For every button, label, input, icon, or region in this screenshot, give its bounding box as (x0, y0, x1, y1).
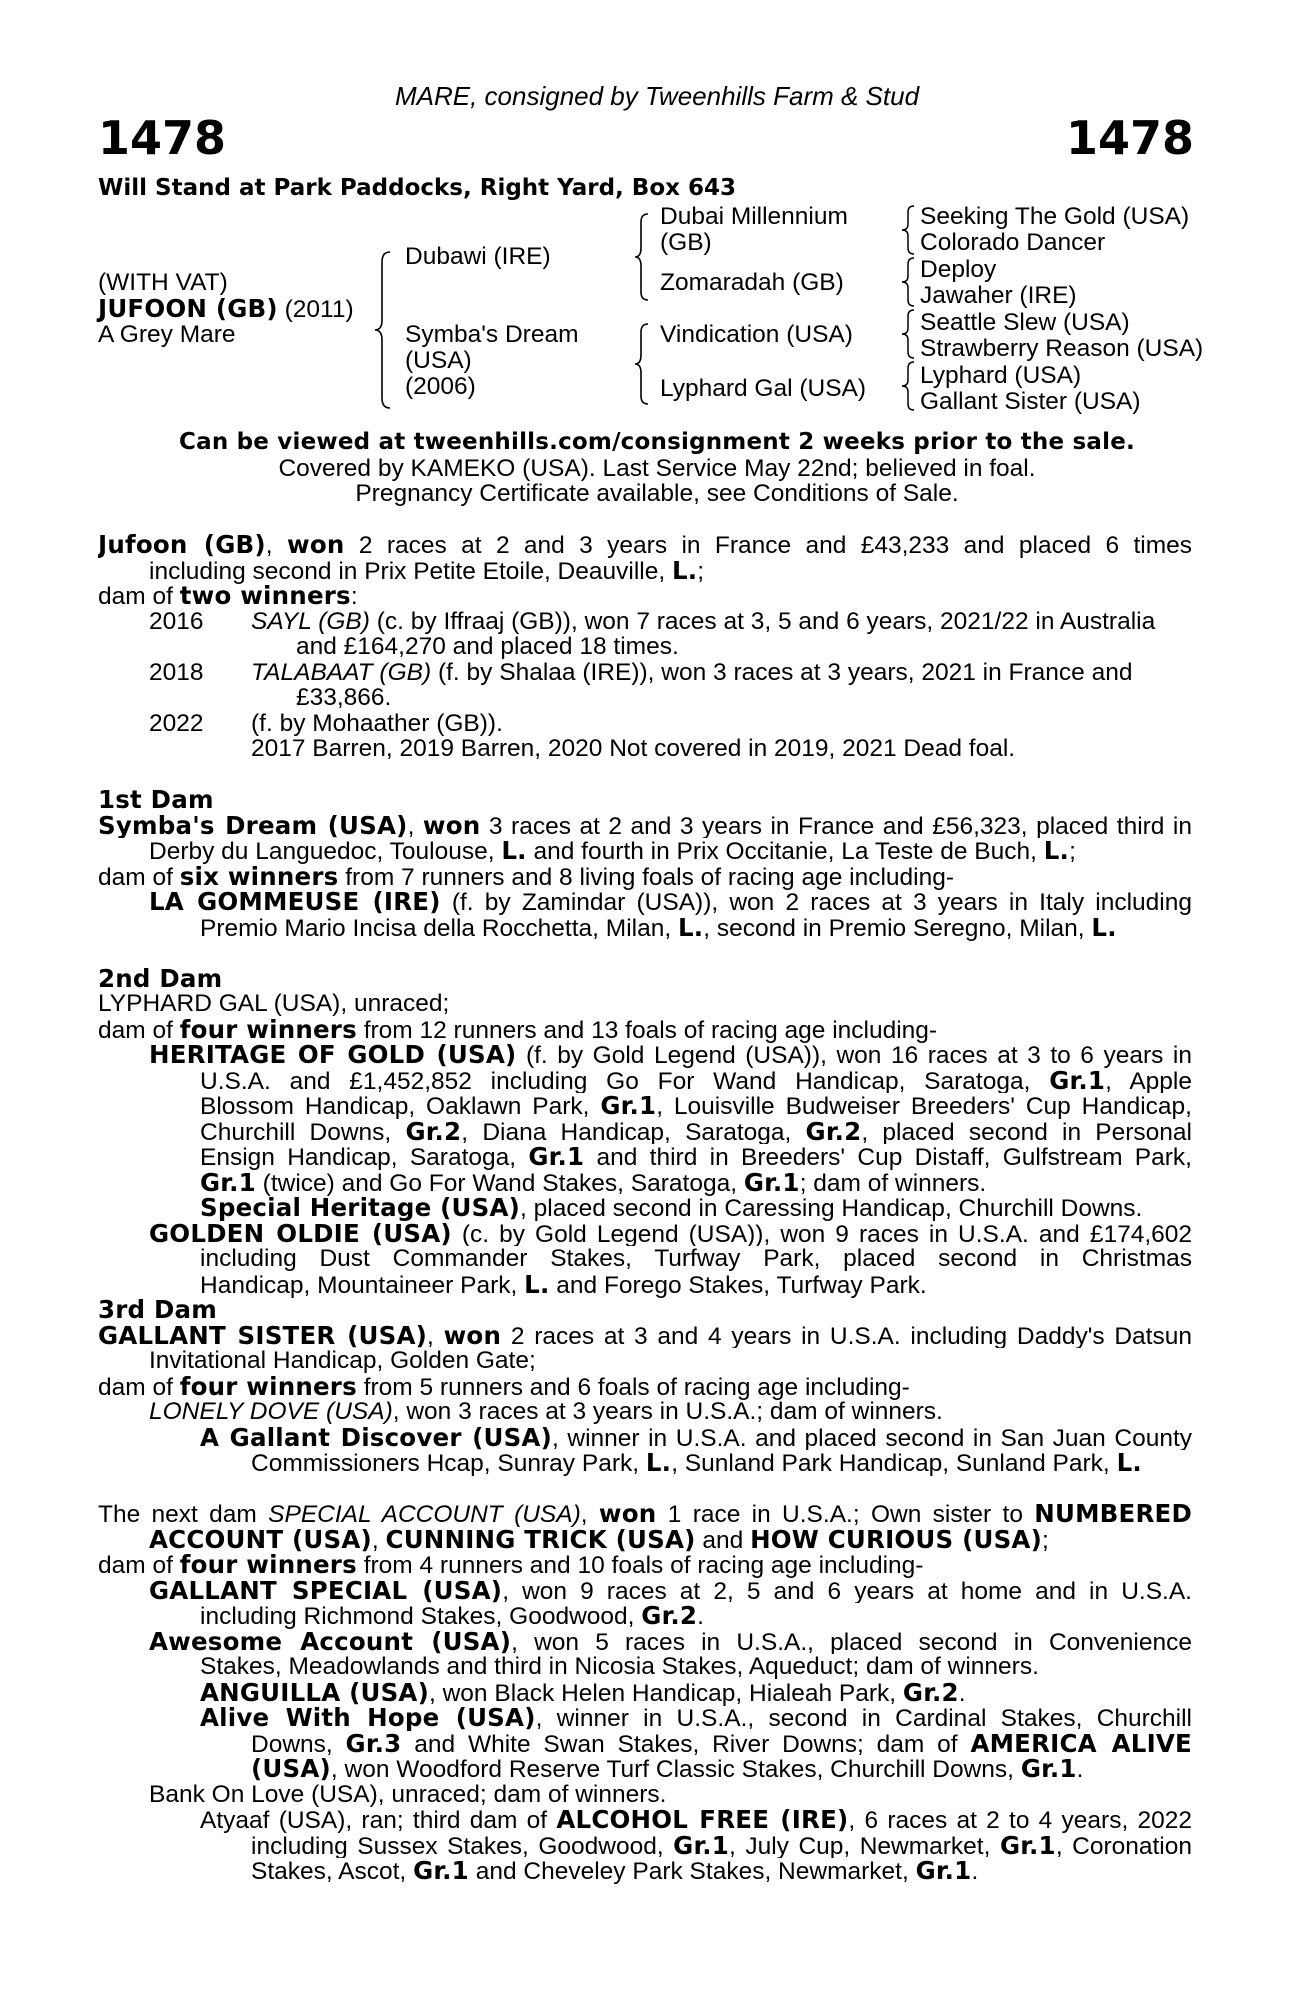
third-dam-section (98, 1297, 1192, 1476)
stable-location: Will Stand at Park Paddocks, Right Yard, Box 643 (98, 175, 736, 201)
pedigree-brace-g4 (898, 360, 918, 412)
heritage-of-gold-line-5: Ensign Handicap, Saratoga, Gr.1 and third in Breeders' Cup Distaff, Gulfstream Park, (200, 1144, 1192, 1170)
awesome-account-line-2: Stakes, Meadowlands and third in Nicosia Stakes, Aqueduct; dam of winners. (200, 1653, 1039, 1680)
progeny-2016: 2016 SAYL (GB) (c. by Iffraaj (GB)), won 7 races at 3, 5 and 6 years, 2021/22 in Australia (149, 607, 1156, 635)
mare-line-3: dam of two winners: (98, 581, 358, 610)
ggd-1: Colorado Dancer (920, 229, 1106, 256)
heritage-of-gold-line-4: Churchill Downs, Gr.2, Diana Handicap, Saratoga, Gr.2, placed second in Personal (200, 1118, 1192, 1144)
first-dam-section (98, 787, 1192, 940)
heritage-of-gold-line-2: U.S.A. and £1,452,852 including Go For Wand Handicap, Saratoga, Gr.1, Apple (200, 1067, 1192, 1093)
sire-sire-line-2: (GB) (660, 229, 712, 256)
third-dam-line-3: dam of four winners from 5 runners and 6 foals of racing age including- (98, 1371, 910, 1401)
first-dam-line-1: Symba's Dream (USA), won 3 races at 2 and 3 years in France and £56,323, placed third in (98, 812, 1192, 838)
horse-name: JUFOON (GB) (98, 294, 278, 323)
atyaaf-line-2: including Sussex Stakes, Goodwood, Gr.1, July Cup, Newmarket, Gr.1, Coronation (251, 1832, 1192, 1858)
mare-line-1: Jufoon (GB), won 2 races at 2 and 3 years in France and £43,233 and placed 6 times (98, 532, 1192, 558)
dam-sire: Vindication (USA) (660, 321, 853, 348)
second-dam-line-2: dam of four winners from 12 runners and 13 foals of racing age including- (98, 1014, 938, 1044)
atyaaf-line-3: Stakes, Ascot, Gr.1 and Cheveley Park Stakes, Newmarket, Gr.1. (251, 1856, 979, 1885)
first-dam-heading: 1st Dam (98, 785, 214, 814)
pregnancy-note: Pregnancy Certificate available, see Conditions of Sale. (355, 480, 959, 507)
atyaaf-line-1: Atyaaf (USA), ran; third dam of ALCOHOL FREE (IRE), 6 races at 2 to 4 years, 2022 (200, 1807, 1192, 1833)
ggs-4: Lyphard (USA) (920, 362, 1082, 389)
ggd-2: Jawaher (IRE) (920, 282, 1077, 309)
golden-oldie-line-3: Handicap, Mountaineer Park, L. and Forego Stakes, Turfway Park. (200, 1269, 927, 1299)
la-gommeuse-line-1: LA GOMMEUSE (IRE) (f. by Zamindar (USA)), won 2 races at 3 years in Italy including (149, 889, 1192, 915)
golden-oldie-line-1: GOLDEN OLDIE (USA) (c. by Gold Legend (USA)), won 9 races in U.S.A. and £174,602 (149, 1220, 1192, 1246)
consignor-line: MARE, consigned by Tweenhills Farm & Stud (394, 81, 920, 111)
alive-with-hope-line-1: Alive With Hope (USA), winner in U.S.A., second in Cardinal Stakes, Churchill (200, 1705, 1192, 1731)
gallant-discover-line-2: Commissioners Hcap, Sunray Park, L., Sunland Park Handicap, Sunland Park, L. (251, 1448, 1142, 1477)
first-dam-line-2: Derby du Languedoc, Toulouse, L. and fourth in Prix Occitanie, La Teste de Buch, L.; (149, 836, 1076, 865)
alive-with-hope-line-3: (USA), won Woodford Reserve Turf Classic Stakes, Churchill Downs, Gr.1. (251, 1754, 1084, 1783)
sire-sire-line-1: Dubai Millennium (660, 203, 848, 230)
pedigree-brace-sire (632, 212, 652, 302)
covered-note: Covered by KAMEKO (USA). Last Service May 22nd; believed in foal. (278, 455, 1036, 482)
gallant-special-line-1: GALLANT SPECIAL (USA), won 9 races at 2, 5 and 6 years at home and in U.S.A. (149, 1577, 1192, 1603)
bank-on-love-line: Bank On Love (USA), unraced; dam of winners. (149, 1780, 667, 1808)
ggd-3: Strawberry Reason (USA) (920, 335, 1204, 362)
sire-dam: Zomaradah (GB) (660, 269, 844, 296)
heritage-of-gold-line-1: HERITAGE OF GOLD (USA) (f. by Gold Legend (USA)), won 16 races at 3 to 6 years in (149, 1042, 1192, 1068)
horse-name-line (98, 296, 354, 323)
dam-line-1: Symba's Dream (405, 321, 579, 348)
pedigree-brace-main (372, 250, 394, 410)
pedigree-brace-g3 (898, 308, 918, 360)
third-dam-line-2: Invitational Handicap, Golden Gate; (149, 1347, 536, 1374)
barren-record: 2017 Barren, 2019 Barren, 2020 Not covered in 2019, 2021 Dead foal. (251, 735, 1016, 762)
ggd-4: Gallant Sister (USA) (920, 388, 1141, 415)
la-gommeuse-line-2: Premio Mario Incisa della Rocchetta, Milan, L., second in Premio Seregno, Milan, L. (200, 912, 1117, 942)
ggs-1: Seeking The Gold (USA) (920, 203, 1190, 230)
sire: Dubawi (IRE) (405, 243, 551, 270)
lot-number-left: 1478 (98, 111, 227, 165)
dam-line-3: (2006) (405, 373, 476, 400)
next-dam-line-2: ACCOUNT (USA), CUNNING TRICK (USA) and HOW CURIOUS (USA); (149, 1524, 1049, 1554)
lonely-dove-line: LONELY DOVE (USA), won 3 races at 3 years in U.S.A.; dam of winners. (149, 1398, 943, 1425)
heritage-of-gold-line-3: Blossom Handicap, Oaklawn Park, Gr.1, Louisville Budweiser Breeders' Cup Handicap, (200, 1093, 1192, 1119)
golden-oldie-line-2: including Dust Commander Stakes, Turfway Park, placed second in Christmas (200, 1246, 1192, 1272)
mare-name: Jufoon (GB) (98, 532, 266, 558)
gallant-discover-line-1: A Gallant Discover (USA), winner in U.S.A. and placed second in San Juan County (200, 1424, 1192, 1450)
next-dam-line-3: dam of four winners from 4 runners and 10 foals of racing age including- (98, 1550, 924, 1579)
third-dam-heading: 3rd Dam (98, 1295, 217, 1324)
dam-line-2: (USA) (405, 347, 472, 374)
pedigree-brace-g2 (898, 256, 918, 308)
heritage-of-gold-line-6: Gr.1 (twice) and Go For Wand Stakes, Saratoga, Gr.1; dam of winners. (200, 1167, 987, 1197)
viewing-note: Can be viewed at tweenhills.com/consignment 2 weeks prior to the sale. (179, 429, 1135, 455)
progeny-2016-cont: and £164,270 and placed 18 times. (296, 633, 679, 660)
ggs-3: Seattle Slew (USA) (920, 309, 1130, 336)
next-dam-section (98, 1501, 1192, 1884)
dam-dam: Lyphard Gal (USA) (660, 375, 867, 402)
horse-year: (2011) (284, 296, 354, 323)
lot-number-right: 1478 (1065, 111, 1194, 165)
third-dam-line-1: GALLANT SISTER (USA), won 2 races at 3 and 4 years in U.S.A. including Daddy's Datsun (98, 1322, 1192, 1348)
awesome-account-line-1: Awesome Account (USA), won 5 races in U.S.A., placed second in Convenience (149, 1628, 1192, 1654)
catalogue-body (98, 532, 1192, 1884)
progeny-2018: 2018 TALABAAT (GB) (f. by Shalaa (IRE)), won 3 races at 3 years, 2021 in France and (149, 658, 1133, 686)
vat-note: (WITH VAT) (98, 269, 228, 296)
second-dam-section (98, 963, 1192, 1299)
progeny-2022: 2022 (f. by Mohaather (GB)). (149, 709, 503, 737)
horse-description: A Grey Mare (98, 321, 236, 348)
next-dam-line-1: The next dam SPECIAL ACCOUNT (USA), won 1 race in U.S.A.; Own sister to NUMBERED (98, 1501, 1192, 1527)
anguilla-line: ANGUILLA (USA), won Black Helen Handicap, Hialeah Park, Gr.2. (200, 1677, 966, 1707)
pedigree-brace-g1 (898, 204, 918, 256)
progeny-2018-cont: £33,866. (296, 684, 392, 711)
second-dam-heading: 2nd Dam (98, 963, 223, 993)
ggs-2: Deploy (920, 256, 997, 283)
mare-section (98, 532, 1192, 762)
gallant-special-line-2: including Richmond Stakes, Goodwood, Gr.2. (200, 1601, 704, 1630)
pedigree-brace-dam (632, 322, 652, 406)
special-heritage-line: Special Heritage (USA), placed second in Caressing Handicap, Churchill Downs. (200, 1193, 1143, 1222)
second-dam-line-1: LYPHARD GAL (USA), unraced; (98, 990, 450, 1017)
mare-line-2: including second in Prix Petite Etoile, Deauville, L.; (149, 555, 705, 585)
first-dam-line-3: dam of six winners from 7 runners and 8 living foals of racing age including- (98, 861, 955, 891)
alive-with-hope-line-2: Downs, Gr.3 and White Swan Stakes, River Downs; dam of AMERICA ALIVE (251, 1730, 1192, 1756)
